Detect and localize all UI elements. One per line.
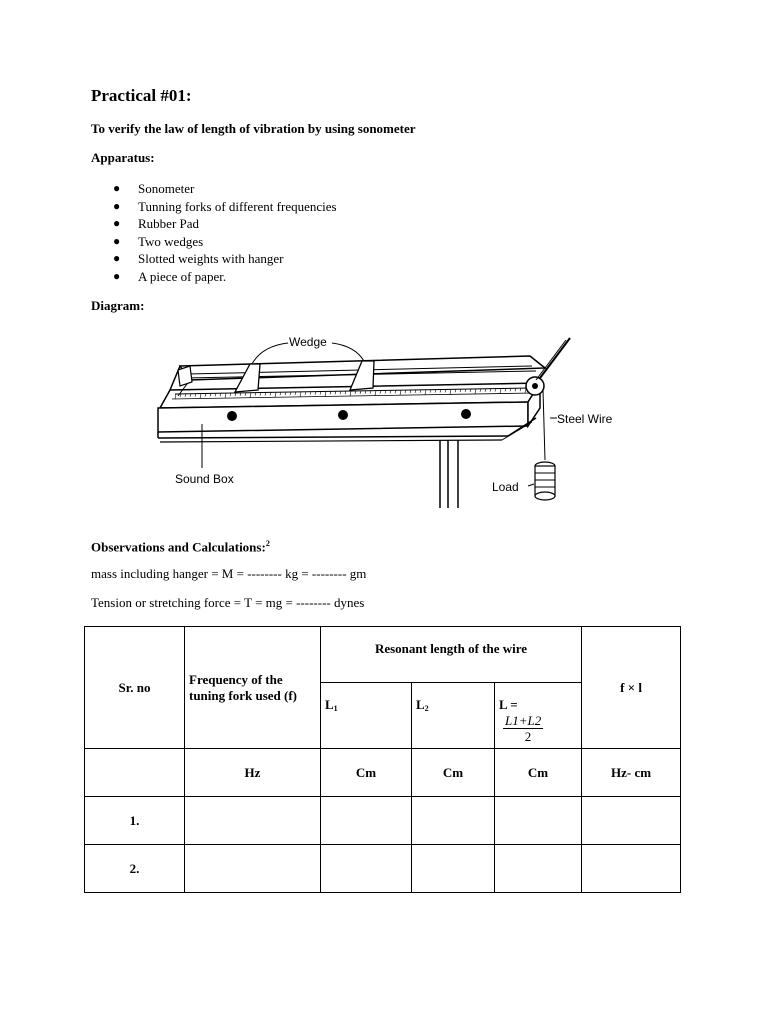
scale-tick	[350, 391, 351, 396]
unit-cell: Cm	[495, 749, 582, 797]
sound-box-label: Sound Box	[175, 472, 234, 486]
table-units-row	[85, 749, 681, 797]
data-cell	[185, 797, 321, 845]
bullet-icon: ●	[113, 181, 121, 195]
header-l2: $L_2$	[412, 683, 495, 749]
list-item: ● Two wedges	[113, 233, 204, 249]
unit-cell: Cm	[412, 749, 495, 797]
apparatus-heading: Apparatus:	[91, 150, 155, 165]
scale-tick	[200, 394, 201, 399]
sonometer-diagram	[150, 328, 630, 513]
scale-tick	[450, 389, 451, 394]
bullet-icon: ●	[113, 198, 121, 213]
list-item: ● Tunning forks of different frequencies	[113, 198, 337, 214]
unit-cell: Hz- cm	[582, 749, 681, 797]
data-cell	[412, 797, 495, 845]
objective-text: To verify the law of length of vibration by using sonometer	[91, 121, 416, 136]
list-item: ● Sonometer	[113, 181, 195, 196]
scale-tick	[275, 392, 276, 397]
header-sr-no: Sr. no	[85, 627, 185, 749]
diagram-heading: Diagram:	[91, 298, 145, 313]
data-cell	[495, 797, 582, 845]
header-frequency: Frequency of the tuning fork used (f)	[185, 627, 321, 749]
mass-line: mass including hanger = M = -------- kg = -------- gm	[91, 566, 367, 581]
data-cell	[495, 845, 582, 893]
bullet-icon: ●	[113, 216, 121, 231]
footnote-ref: 2	[265, 539, 270, 548]
list-item: ● A piece of paper.	[113, 268, 227, 284]
bullet-icon: ●	[113, 268, 121, 283]
scale-tick	[325, 391, 326, 396]
scale-tick	[425, 390, 426, 395]
header-l-average: L = L1+L2 2	[495, 683, 582, 749]
table-header-row	[85, 627, 681, 683]
data-cell	[582, 797, 681, 845]
unit-cell: Hz	[185, 749, 321, 797]
scale-tick	[175, 394, 176, 399]
apparatus-list	[91, 180, 337, 286]
data-cell	[321, 845, 412, 893]
data-cell	[582, 845, 681, 893]
page-title: Practical #01:	[91, 86, 192, 105]
list-item: ● Slotted weights with hanger	[113, 251, 284, 267]
observations-table	[84, 626, 681, 893]
bullet-icon: ●	[113, 233, 121, 248]
data-cell	[412, 845, 495, 893]
data-cell	[321, 797, 412, 845]
header-fxl: f × l	[582, 627, 681, 749]
row-number: 2.	[85, 845, 185, 893]
scale-tick	[475, 389, 476, 394]
fraction-numerator: L1+L2	[505, 713, 542, 728]
bullet-icon: ●	[113, 251, 121, 266]
table-row	[85, 797, 681, 845]
unit-cell: Cm	[321, 749, 412, 797]
wedge-label: Wedge	[289, 335, 327, 349]
data-cell	[185, 845, 321, 893]
unit-cell	[85, 749, 185, 797]
scale-tick	[400, 390, 401, 395]
steel-wire-label: Steel Wire	[557, 412, 613, 426]
scale-tick	[300, 392, 301, 397]
scale-tick	[500, 388, 501, 393]
row-number: 1.	[85, 797, 185, 845]
scale-tick	[250, 393, 251, 398]
observations-heading: Observations and Calculations:$^2$	[91, 539, 270, 555]
table-row	[85, 845, 681, 893]
header-resonant-length: Resonant length of the wire	[321, 627, 582, 683]
scale-tick	[225, 393, 226, 398]
list-item: ● Rubber Pad	[113, 216, 200, 232]
header-l1: $L_1$	[321, 683, 412, 749]
scale-tick	[375, 391, 376, 396]
tension-line: Tension or stretching force = T = mg = -------- dynes	[91, 595, 365, 610]
load-label: Load	[492, 480, 519, 494]
fraction-denominator: 2	[524, 729, 532, 744]
